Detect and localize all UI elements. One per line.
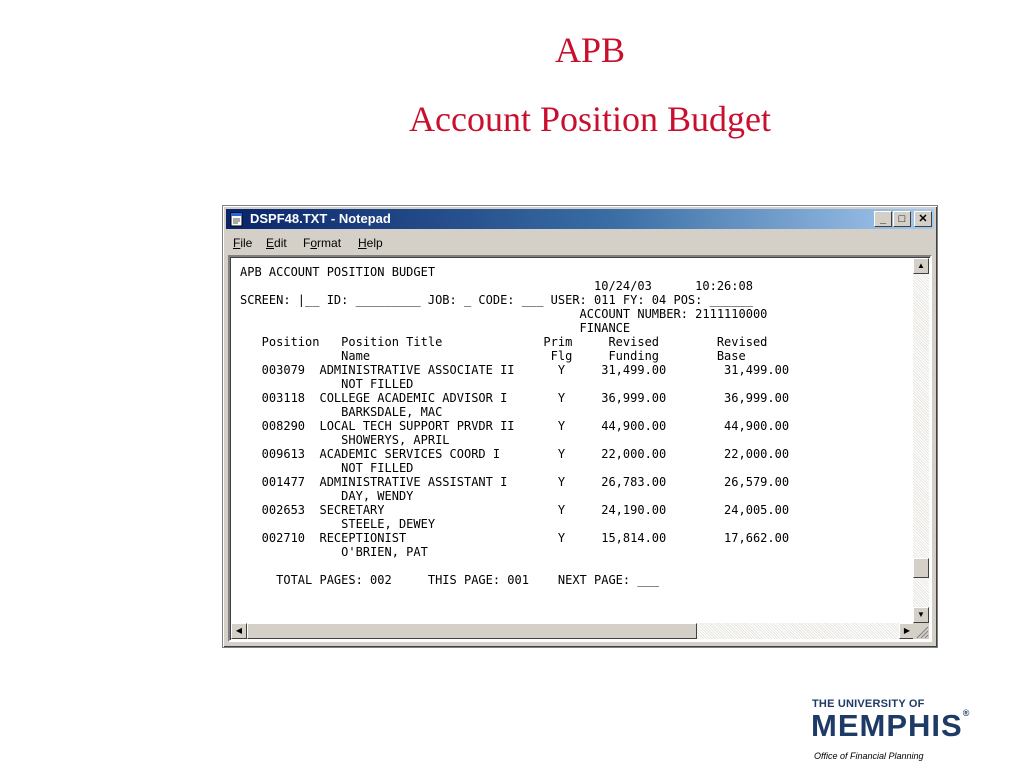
menu-file[interactable]: File [233,236,253,250]
horizontal-scroll-thumb[interactable] [247,623,697,639]
resize-grip-icon[interactable] [913,623,929,639]
menu-format[interactable]: Format [303,236,342,250]
registered-mark: ® [962,708,970,718]
window-titlebar[interactable] [226,209,934,229]
office-footer: Office of Financial Planning [814,751,924,761]
scroll-up-button[interactable]: ▲ [913,258,929,274]
university-logo [811,708,969,744]
editor-client-area [228,255,932,642]
window-title: DSPF48.TXT - Notepad [250,211,391,226]
vertical-scroll-thumb[interactable] [913,558,929,578]
vertical-scrollbar[interactable] [913,258,929,623]
scroll-left-button[interactable]: ◀ [231,623,247,639]
notepad-window [222,205,938,648]
text-editor[interactable] [231,258,915,623]
menu-help[interactable]: Help [358,236,383,250]
scroll-right-button[interactable]: ▶ [899,623,915,639]
document-text[interactable]: APB ACCOUNT POSITION BUDGET 10/24/03 10:26:08 SCREEN: |__ ID: _________ JOB: _ CODE: ___ USER: 011 FY: 04 POS: ______ ACCOUNT NUMBER: 2111110000 FINANCE Position Position Title Prim Revised Revised Name Flg Funding Base 003079 ADMINISTRATIVE ASSOCIATE II Y 31,499.00 31,499.00 NOT FILLED 003118 COLLEGE ACADEMIC ADVISOR I Y 36,999.00 36,999.00 BARKSDALE, MAC 008290 LOCAL TECH SUPPORT PRVDR II Y 44,900.00 44,900.00 SHOWERYS, APRIL 009613 ACADEMIC SERVICES COORD I Y 22,000.00 22,000.00 NOT FILLED 001477 ADMINISTRATIVE ASSISTANT I Y 26,783.00 26,579.00 DAY, WENDY 002653 SECRETARY Y 24,190.00 24,005.00 STEELE, DEWEY 002710 RECEPTIONIST Y 15,814.00 17,662.00 O'BRIEN, PAT TOTAL PAGES: 002 THIS PAGE: 001 NEXT PAGE: ___ [240,265,790,587]
minimize-button[interactable]: _ [874,211,892,227]
maximize-button[interactable]: □ [893,211,911,227]
scroll-down-button[interactable]: ▼ [913,607,929,623]
close-button[interactable]: ✕ [914,211,932,227]
slide-subtitle: Account Position Budget [409,99,771,139]
menu-bar [226,232,934,252]
slide-title: APB [554,30,626,70]
notepad-icon [229,211,245,227]
university-logo-name: MEMPHIS [811,708,963,743]
horizontal-scrollbar[interactable] [231,623,915,639]
university-logo-tagline: THE UNIVERSITY OF [812,698,925,710]
menu-edit[interactable]: Edit [266,236,287,250]
window-controls [873,211,932,227]
